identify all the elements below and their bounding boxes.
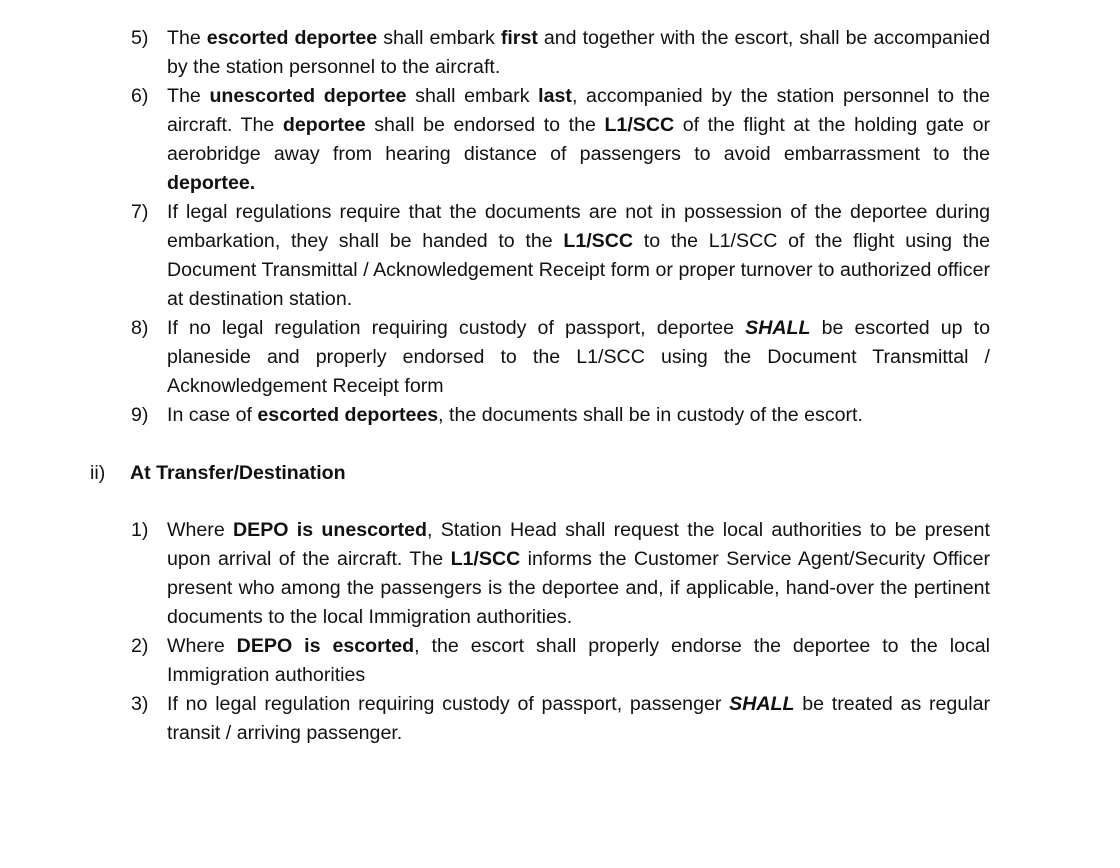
text-run: , the escort shall properly endorse the deportee to the local Immigration authorities <box>167 635 991 686</box>
list-item-number: 1) <box>131 519 149 541</box>
list-item-number: 2) <box>131 635 149 657</box>
list-item-text <box>167 516 990 632</box>
bold-emphasis: last <box>538 85 572 107</box>
list-item <box>0 24 1120 82</box>
text-run: of the flight at the holding gate or aerobridge away from hearing distance of passengers to avoid embarrassment to the <box>167 114 991 165</box>
text-run: to the L1/SCC of the flight using the Document Transmittal / Acknowledgement Receipt form or proper turnover to authorized officer at destination station. <box>167 230 990 310</box>
bold-emphasis: DEPO is escorted <box>236 635 415 657</box>
text-run: If legal regulations require that the documents are not in possession of the deportee during embarkation, they shall be handed to the <box>167 201 990 252</box>
text-run: Where <box>167 519 233 541</box>
list-item <box>0 82 1120 198</box>
text-run: The <box>167 27 207 49</box>
list-item-number: 5) <box>131 27 149 49</box>
text-run: If no legal regulation requiring custody of passport, deportee <box>167 317 746 339</box>
list-item-number: 9) <box>131 404 149 426</box>
bold-emphasis: deportee <box>282 114 366 136</box>
bold-emphasis: L1/SCC <box>604 114 675 136</box>
list-item-text <box>167 24 990 82</box>
transfer-destination-procedures-list <box>0 516 1120 748</box>
bold-emphasis: L1/SCC <box>450 548 521 570</box>
embarkation-procedures-list <box>0 24 1120 430</box>
section-heading <box>0 459 1120 488</box>
list-item <box>0 690 1120 748</box>
bold-emphasis: DEPO is unescorted <box>232 519 427 541</box>
bold-emphasis: escorted deportee <box>206 27 378 49</box>
list-item-text <box>167 198 990 314</box>
text-run: , Station Head shall request the local authorities to be present upon arrival of the aircraft. The <box>167 519 990 570</box>
text-run: informs the Customer Service Agent/Security Officer present who among the passengers is the deportee and, if applicable, hand-over the pertinent documents to the local Immigration authorities. <box>167 548 990 628</box>
section-roman-numeral: ii) <box>90 462 106 484</box>
text-run: shall embark <box>406 85 539 107</box>
list-item-text <box>167 82 990 198</box>
list-item <box>0 401 1120 430</box>
list-item-number: 8) <box>131 317 149 339</box>
list-item-number: 6) <box>131 85 149 107</box>
text-run: In case of <box>167 404 258 426</box>
bold-emphasis: unescorted deportee <box>209 85 407 107</box>
list-item <box>0 314 1120 401</box>
list-item <box>0 632 1120 690</box>
list-item-text <box>167 632 990 690</box>
text-run: shall embark <box>377 27 501 49</box>
list-item-number: 7) <box>131 201 149 223</box>
text-run: , the documents shall be in custody of the escort. <box>438 404 863 426</box>
bold-emphasis: L1/SCC <box>563 230 634 252</box>
bold-emphasis: first <box>500 27 538 49</box>
list-item-text <box>167 314 990 401</box>
bold-italic-emphasis: SHALL <box>745 317 811 339</box>
bold-italic-emphasis: SHALL <box>729 693 795 715</box>
list-item-text <box>167 401 990 430</box>
text-run: and together with the escort, shall be accompanied by the station personnel to the aircraft. <box>167 27 990 78</box>
list-item-number: 3) <box>131 693 149 715</box>
text-run: The <box>167 85 210 107</box>
bold-emphasis: deportee. <box>167 172 256 194</box>
text-run: be treated as regular transit / arriving passenger. <box>167 693 990 744</box>
text-run: Where <box>167 635 237 657</box>
text-run: , accompanied by the station personnel to the aircraft. The <box>167 85 990 136</box>
text-run: shall be endorsed to the <box>365 114 605 136</box>
text-run: be escorted up to planeside and properly endorsed to the L1/SCC using the Document Transmittal / Acknowledgement Receipt form <box>167 317 990 397</box>
section-title: At Transfer/Destination <box>130 462 346 484</box>
bold-emphasis: escorted deportees <box>257 404 439 426</box>
list-item <box>0 516 1120 632</box>
list-item <box>0 198 1120 314</box>
list-item-text <box>167 690 990 748</box>
text-run: If no legal regulation requiring custody of passport, passenger <box>167 693 730 715</box>
